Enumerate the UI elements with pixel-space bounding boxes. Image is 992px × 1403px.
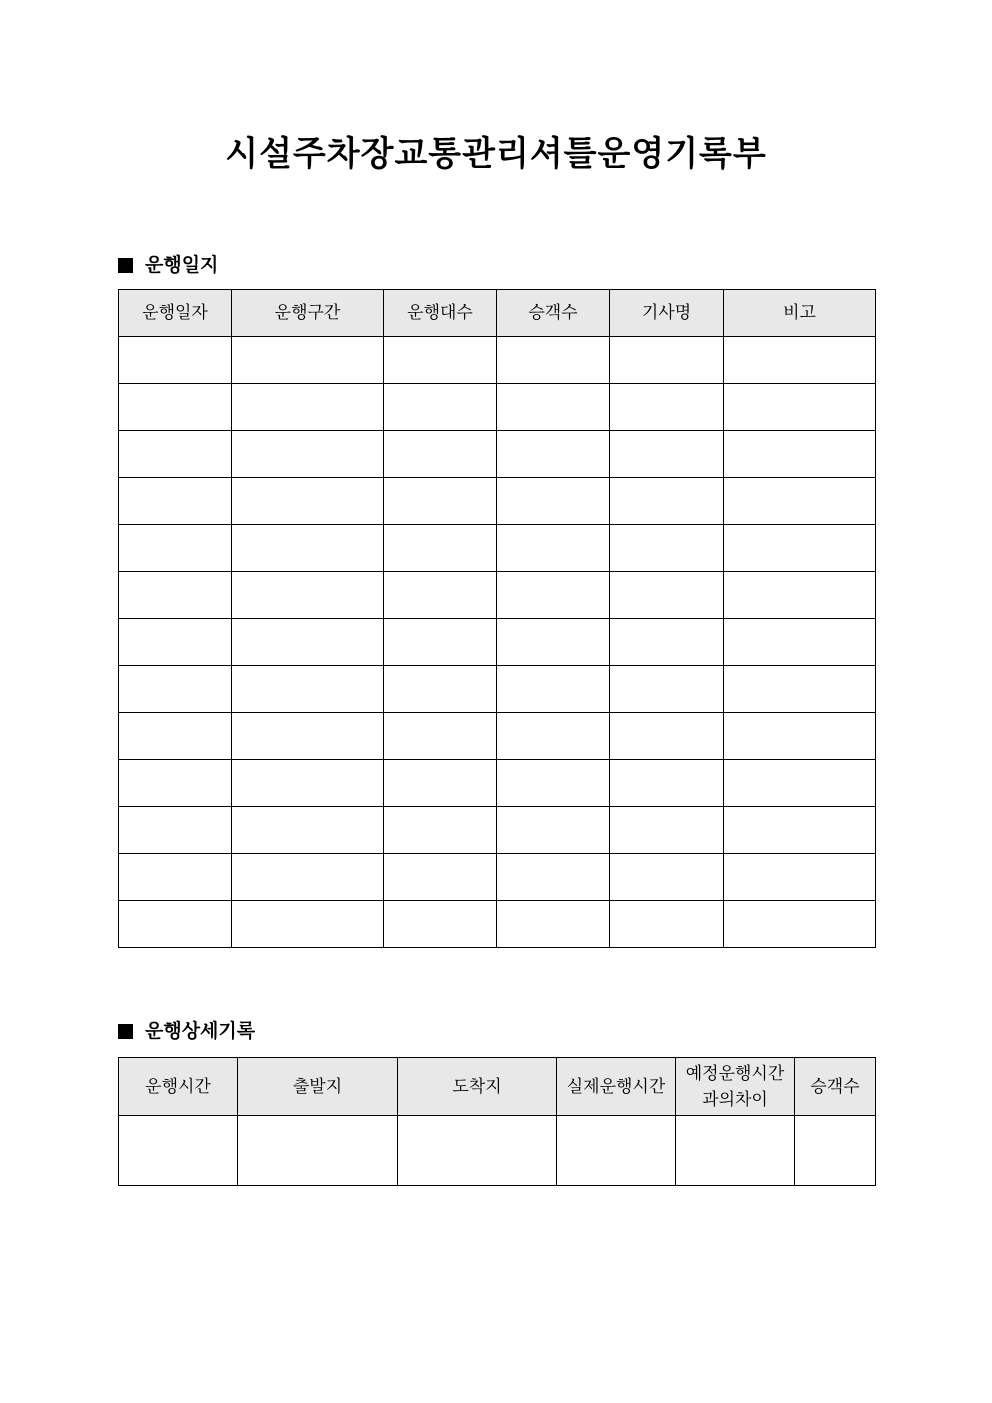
table-cell[interactable] [119,525,232,572]
table-cell[interactable] [384,384,497,431]
table-cell[interactable] [232,619,384,666]
column-header-remarks: 비고 [724,290,876,337]
column-header-passengers: 승객수 [795,1058,876,1116]
table-row [119,901,876,948]
table-row [119,760,876,807]
table-cell[interactable] [610,807,724,854]
table-cell[interactable] [238,1116,398,1186]
table-cell[interactable] [724,901,876,948]
table-cell[interactable] [384,337,497,384]
table-cell[interactable] [232,431,384,478]
table-row [119,525,876,572]
column-header-passengers: 승객수 [497,290,610,337]
table-cell[interactable] [384,572,497,619]
table-row [119,619,876,666]
table-cell[interactable] [232,807,384,854]
table-cell[interactable] [724,666,876,713]
table-header-row [119,290,876,337]
column-header-departure: 출발지 [238,1058,398,1116]
table-cell[interactable] [724,572,876,619]
table-cell[interactable] [497,666,610,713]
table-cell[interactable] [676,1116,795,1186]
table-cell[interactable] [610,760,724,807]
table-cell[interactable] [384,854,497,901]
table-cell[interactable] [119,572,232,619]
table-cell[interactable] [398,1116,557,1186]
table-cell[interactable] [795,1116,876,1186]
table-cell[interactable] [610,478,724,525]
square-bullet-icon [118,1024,133,1039]
column-header-line-2: 과의차이 [702,1089,768,1110]
page-title: 시설주차장교통관리셔틀운영기록부 [225,134,767,174]
table-cell[interactable] [384,619,497,666]
table-cell[interactable] [497,807,610,854]
table-cell[interactable] [384,525,497,572]
table-cell[interactable] [724,525,876,572]
table-cell[interactable] [232,901,384,948]
table-cell[interactable] [724,807,876,854]
detail-section-title: 운행상세기록 [145,1020,256,1042]
table-cell[interactable] [384,901,497,948]
table-cell[interactable] [119,478,232,525]
table-cell[interactable] [119,337,232,384]
table-cell[interactable] [497,431,610,478]
table-cell[interactable] [724,337,876,384]
table-cell[interactable] [384,431,497,478]
column-header-vehicle-count: 운행대수 [384,290,497,337]
table-cell[interactable] [232,525,384,572]
table-cell[interactable] [232,337,384,384]
table-cell[interactable] [119,807,232,854]
table-cell[interactable] [232,572,384,619]
table-cell[interactable] [119,760,232,807]
table-row [119,807,876,854]
column-header-arrival: 도착지 [398,1058,557,1116]
table-cell[interactable] [610,337,724,384]
table-row [119,713,876,760]
table-cell[interactable] [610,713,724,760]
operation-log-table [118,289,876,948]
operation-detail-table [118,1057,876,1186]
table-cell[interactable] [497,337,610,384]
table-cell[interactable] [724,760,876,807]
table-cell[interactable] [610,384,724,431]
table-cell[interactable] [610,666,724,713]
table-cell[interactable] [610,431,724,478]
column-header-line-1: 예정운행시간 [685,1063,785,1084]
table-cell[interactable] [724,431,876,478]
table-cell[interactable] [119,619,232,666]
table-row [119,431,876,478]
table-cell[interactable] [384,478,497,525]
table-cell[interactable] [384,807,497,854]
table-cell[interactable] [724,478,876,525]
table-cell[interactable] [610,854,724,901]
table-cell[interactable] [119,431,232,478]
table-row [119,572,876,619]
table-cell[interactable] [232,713,384,760]
table-cell[interactable] [232,760,384,807]
column-header-actual-time: 실제운행시간 [557,1058,676,1116]
column-header-driver: 기사명 [610,290,724,337]
table-cell[interactable] [497,854,610,901]
table-cell[interactable] [232,854,384,901]
table-row [119,478,876,525]
table-cell[interactable] [497,713,610,760]
table-cell[interactable] [557,1116,676,1186]
table-cell[interactable] [384,666,497,713]
table-cell[interactable] [119,901,232,948]
log-section-title: 운행일지 [145,254,219,276]
table-cell[interactable] [119,666,232,713]
column-header-schedule-difference [676,1058,795,1116]
table-header-row [119,1058,876,1116]
table-cell[interactable] [119,384,232,431]
table-cell[interactable] [610,525,724,572]
table-cell[interactable] [610,572,724,619]
table-cell[interactable] [384,760,497,807]
table-cell[interactable] [119,854,232,901]
table-cell[interactable] [232,384,384,431]
detail-section-heading [118,1018,255,1044]
table-cell[interactable] [497,478,610,525]
table-cell[interactable] [724,619,876,666]
column-header-time: 운행시간 [119,1058,238,1116]
table-cell[interactable] [610,901,724,948]
table-row [119,1116,876,1186]
table-cell[interactable] [724,384,876,431]
table-cell[interactable] [497,619,610,666]
table-cell[interactable] [724,854,876,901]
table-cell[interactable] [497,525,610,572]
column-header-date: 운행일자 [119,290,232,337]
table-row [119,384,876,431]
table-cell[interactable] [724,713,876,760]
column-header-route: 운행구간 [232,290,384,337]
table-cell[interactable] [384,713,497,760]
log-section-heading [118,252,218,278]
table-cell[interactable] [610,619,724,666]
square-bullet-icon [118,258,133,273]
table-cell[interactable] [119,713,232,760]
table-row [119,854,876,901]
table-cell[interactable] [232,478,384,525]
table-cell[interactable] [497,760,610,807]
table-cell[interactable] [497,901,610,948]
table-row [119,337,876,384]
table-cell[interactable] [232,666,384,713]
table-cell[interactable] [497,384,610,431]
table-cell[interactable] [119,1116,238,1186]
table-row [119,666,876,713]
table-cell[interactable] [497,572,610,619]
